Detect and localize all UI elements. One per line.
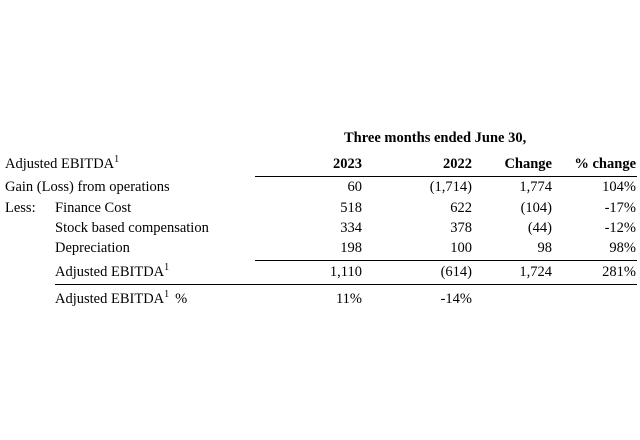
col-header-change: Change: [504, 156, 552, 172]
row-label: Depreciation: [55, 240, 130, 256]
footnote-marker: 1: [164, 289, 170, 301]
row-label: Stock based compensation: [55, 220, 209, 236]
percent-row-text: Adjusted EBITDA: [55, 291, 165, 307]
cell-value: 104%: [602, 179, 636, 195]
row-label: Gain (Loss) from operations: [5, 179, 170, 195]
col-header-pct-change: % change: [574, 156, 636, 172]
percent-row-label: [55, 291, 187, 308]
total-value: 281%: [602, 264, 636, 280]
cell-value: 378: [450, 220, 472, 236]
total-value: 1,110: [329, 264, 362, 280]
total-rule: [55, 284, 637, 285]
cell-value: 198: [340, 240, 362, 256]
total-row-text: Adjusted EBITDA: [55, 264, 165, 280]
subtotal-rule: [255, 260, 637, 261]
cell-value: 98: [537, 240, 552, 256]
col-header-2023: 2023: [333, 156, 362, 172]
cell-value: (44): [527, 220, 552, 236]
cell-value: (1,714): [429, 179, 472, 195]
total-row-label: [55, 264, 169, 281]
header-rule: [255, 176, 637, 177]
cell-value: 60: [347, 179, 362, 195]
total-value: 1,724: [519, 264, 552, 280]
cell-value: 334: [340, 220, 362, 236]
percent-suffix: %: [175, 291, 188, 307]
row-header-label: [5, 156, 119, 173]
col-header-2022: 2022: [443, 156, 472, 172]
cell-value: -17%: [604, 200, 636, 216]
cell-value: 98%: [609, 240, 636, 256]
cell-value: (104): [520, 200, 552, 216]
footnote-marker: 1: [114, 154, 120, 166]
total-value: (614): [440, 264, 472, 280]
cell-value: 1,774: [519, 179, 552, 195]
period-header: Three months ended June 30,: [344, 130, 527, 146]
cell-value: -12%: [604, 220, 636, 236]
footnote-marker: 1: [164, 262, 170, 274]
row-label: Finance Cost: [55, 200, 132, 216]
row-prefix: Less:: [5, 200, 36, 216]
percent-value: -14%: [440, 291, 472, 307]
row-header-text: Adjusted EBITDA: [5, 156, 115, 172]
percent-value: 11%: [335, 291, 362, 307]
cell-value: 622: [450, 200, 472, 216]
cell-value: 518: [340, 200, 362, 216]
cell-value: 100: [450, 240, 472, 256]
